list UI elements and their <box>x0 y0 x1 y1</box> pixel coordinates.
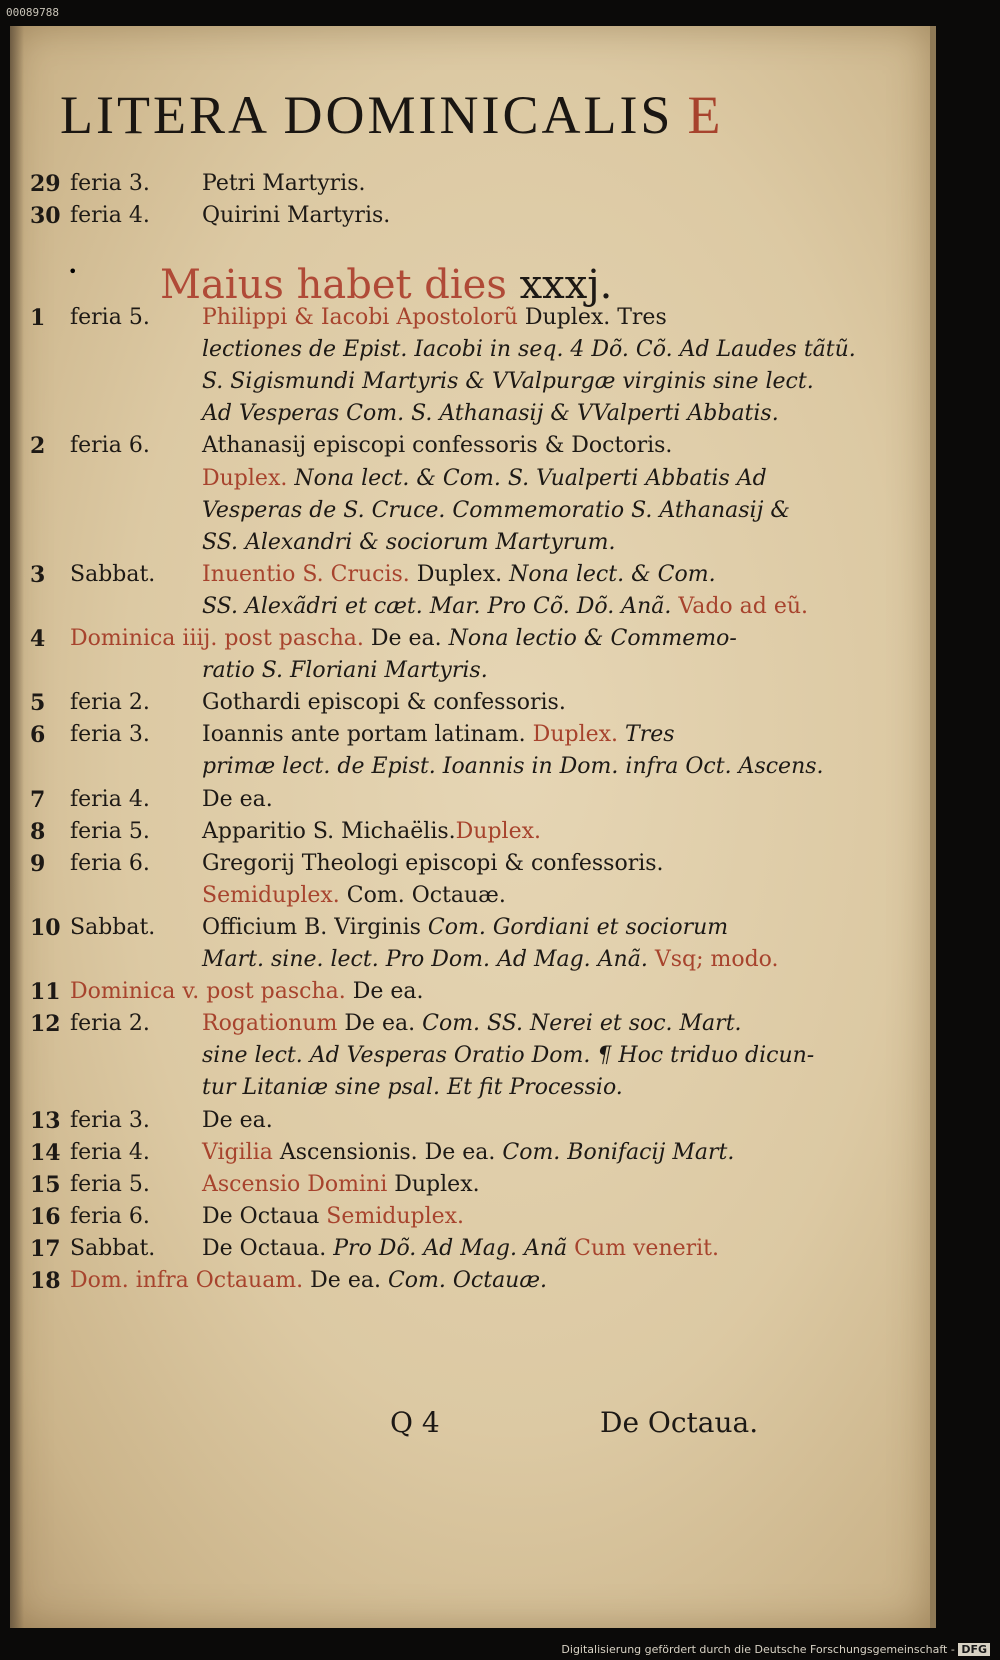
weekday: feria 2. <box>70 1011 150 1037</box>
feast-text <box>202 1137 902 1169</box>
day-number: 2 <box>30 433 46 460</box>
feast-text <box>70 1265 770 1297</box>
feast-text <box>202 366 902 398</box>
text-segment: Com. Gordiani et sociorum <box>420 914 729 940</box>
page-footer <box>30 1406 910 1446</box>
text-segment: Com. Octauæ. <box>380 1268 548 1293</box>
rubric-segment: Dominica iiij. post pascha. <box>70 626 364 651</box>
rubric-segment: Inuentio S. Crucis. <box>202 561 410 587</box>
rubric-segment: Duplex. <box>202 465 288 491</box>
text-segment: Athanasij episcopi confessoris & Doctoris. <box>202 433 673 459</box>
weekday: Sabbat. <box>70 1235 156 1261</box>
day-number: 3 <box>30 561 46 588</box>
feast-text <box>202 655 902 687</box>
feast-text <box>202 334 902 366</box>
text-segment: Apparitio S. Michaëlis. <box>202 818 456 844</box>
feast-text <box>70 976 770 1008</box>
dfg-logo: DFG <box>958 1643 990 1656</box>
book-page <box>10 26 936 1628</box>
text-segment: Com. Octauæ. <box>339 882 506 908</box>
weekday: feria 4. <box>70 786 150 812</box>
weekday: Sabbat. <box>70 914 156 940</box>
feast-text <box>202 719 902 751</box>
feast-text <box>202 1072 902 1104</box>
text-segment: De ea. <box>337 1011 416 1037</box>
text-segment: De ea. <box>202 1107 273 1133</box>
text-segment: SS. Alexandri & sociorum Martyrum. <box>202 529 616 555</box>
day-number: 14 <box>30 1139 61 1166</box>
feast-text <box>202 1233 902 1265</box>
month-heading-red: Maius habet dies <box>160 262 507 308</box>
text-segment: tur Litaniæ sine psal. Et fit Processio. <box>202 1075 623 1101</box>
text-segment: Tres <box>618 722 675 748</box>
day-number: 12 <box>30 1011 61 1038</box>
feast-text <box>70 623 770 655</box>
scan-id: 00089788 <box>6 6 59 19</box>
feast-text <box>202 1169 902 1201</box>
weekday: feria 6. <box>70 850 150 876</box>
rubric-segment: Duplex. <box>525 722 619 748</box>
text-segment: Vesperas de S. Cruce. Commemoratio S. Athanasij & <box>202 497 790 523</box>
rubric-segment: Dominica v. post pascha. <box>70 979 346 1005</box>
feast-text <box>202 591 902 623</box>
credit-text: Digitalisierung gefördert durch die Deutsche Forschungsgemeinschaft - <box>561 1643 955 1656</box>
day-number: 10 <box>30 914 61 941</box>
day-number: 17 <box>30 1235 61 1262</box>
text-segment: Ad Vesperas Com. S. Athanasij & VValperti Abbatis. <box>202 401 779 427</box>
feast-text <box>202 687 902 719</box>
day-number: 9 <box>30 850 46 877</box>
weekday: feria 3. <box>70 722 150 748</box>
text-segment: ratio S. Floriani Martyris. <box>202 658 488 684</box>
rubric-segment: Vsq; modo. <box>647 947 779 972</box>
feast: Quirini Martyris. <box>202 203 391 228</box>
weekday: feria 2. <box>70 690 150 716</box>
text-segment: Mart. sine. lect. Pro Dom. Ad Mag. Anã. <box>202 947 648 972</box>
day-number: 13 <box>30 1107 61 1134</box>
bullet-mark: • <box>68 262 78 281</box>
text-segment: De Octaua. <box>202 1235 327 1261</box>
feast-text <box>202 398 902 430</box>
day-number: 18 <box>30 1268 61 1294</box>
text-segment: Ioannis ante portam latinam. <box>202 722 526 748</box>
day-number: 7 <box>30 786 46 813</box>
feast-text <box>202 1105 902 1137</box>
feast-text <box>202 848 902 880</box>
text-segment: Duplex. Tres <box>517 305 667 330</box>
feast-text <box>202 944 902 976</box>
text-segment: Ascensionis. De ea. <box>272 1139 496 1165</box>
feast-text <box>202 463 902 495</box>
feast-text <box>202 527 902 559</box>
weekday: feria 5. <box>70 305 150 330</box>
feast-text <box>202 784 902 816</box>
feast-text <box>202 1008 902 1040</box>
text-segment: SS. Alexãdri et cæt. Mar. Pro Cõ. Dõ. Anã. <box>202 593 672 619</box>
header-title: LITERA DOMINICALIS <box>60 85 674 145</box>
feast-text <box>202 1201 902 1233</box>
feast-text <box>202 495 902 527</box>
rubric-segment: Vado ad eũ. <box>671 593 809 619</box>
catchword: De Octaua. <box>600 1406 759 1439</box>
feast-text <box>202 559 902 591</box>
weekday: feria 4. <box>70 203 150 228</box>
weekday: feria 4. <box>70 1139 150 1165</box>
feast-text <box>202 430 902 462</box>
weekday: feria 3. <box>70 171 150 196</box>
day-number: 30 <box>30 203 61 229</box>
text-segment: Nona lect. & Com. S. Vualperti Abbatis Ad <box>287 465 767 491</box>
day-number: 5 <box>30 690 46 717</box>
text-segment: Com. SS. Nerei et soc. Mart. <box>415 1011 742 1037</box>
signature-mark: Q 4 <box>390 1406 440 1439</box>
feast-text <box>202 880 902 912</box>
weekday: feria 5. <box>70 818 150 844</box>
feast-text <box>202 912 902 944</box>
feast-text <box>202 302 902 334</box>
rubric-segment: Rogationum <box>202 1011 338 1037</box>
day-number: 16 <box>30 1203 61 1230</box>
text-segment: lectiones de Epist. Iacobi in seq. 4 Dõ. Cõ. Ad Laudes tãtũ. <box>202 337 856 363</box>
dominical-letter: E <box>687 85 724 145</box>
text-segment: De Octaua <box>202 1203 320 1229</box>
text-segment: Duplex. <box>387 1171 480 1197</box>
feast-text <box>202 816 902 848</box>
text-segment: Gregorij Theologi episcopi & confessoris. <box>202 850 664 876</box>
month-heading-count: xxxj. <box>519 262 613 308</box>
day-number: 29 <box>30 171 61 197</box>
text-segment: Gothardi episcopi & confessoris. <box>202 690 566 716</box>
text-segment: primæ lect. de Epist. Ioannis in Dom. infra Oct. Ascens. <box>202 754 824 780</box>
weekday: Sabbat. <box>70 561 156 587</box>
day-number: 8 <box>30 818 46 845</box>
rubric-segment: Dom. infra Octauam. <box>70 1268 304 1293</box>
day-number: 6 <box>30 722 46 749</box>
day-number: 4 <box>30 626 46 652</box>
rubric-segment: Cum venerit. <box>567 1235 720 1261</box>
feast-text <box>202 751 902 783</box>
day-number: 1 <box>30 305 46 331</box>
text-segment: De ea. <box>303 1268 381 1293</box>
running-header <box>60 84 900 164</box>
text-segment: sine lect. Ad Vesperas Oratio Dom. ¶ Hoc triduo dicun- <box>202 1043 815 1069</box>
rubric-segment: Semiduplex. <box>202 882 340 908</box>
text-segment: Officium B. Virginis <box>202 914 421 940</box>
text-segment: De ea. <box>202 786 273 812</box>
text-segment: Nona lect. & Com. <box>502 561 716 587</box>
day-number: 11 <box>30 979 61 1006</box>
text-segment: Nona lectio & Commemo- <box>441 626 737 651</box>
text-segment: Pro Dõ. Ad Mag. Anã <box>326 1235 568 1261</box>
feast: Petri Martyris. <box>202 171 366 196</box>
rubric-segment: Duplex. <box>455 818 542 844</box>
text-segment: S. Sigismundi Martyris & VValpurgæ virginis sine lect. <box>202 369 814 395</box>
rubric-segment: Vigilia <box>202 1139 273 1165</box>
text-segment: De ea. <box>345 979 424 1005</box>
weekday: feria 5. <box>70 1171 150 1197</box>
digitization-credit <box>561 1643 990 1656</box>
weekday: feria 6. <box>70 1203 150 1229</box>
weekday: feria 3. <box>70 1107 150 1133</box>
page-gutter <box>10 26 24 1628</box>
day-number: 15 <box>30 1171 61 1198</box>
rubric-segment: Semiduplex. <box>319 1203 465 1229</box>
text-segment: Duplex. <box>409 561 503 587</box>
rubric-segment: Ascensio Domini <box>202 1171 388 1197</box>
text-segment: De ea. <box>363 626 442 651</box>
weekday: feria 6. <box>70 433 150 459</box>
rubric-segment: Philippi & Iacobi Apostolorũ <box>202 305 518 330</box>
feast-text <box>202 1040 902 1072</box>
text-segment: Com. Bonifacij Mart. <box>495 1139 735 1165</box>
